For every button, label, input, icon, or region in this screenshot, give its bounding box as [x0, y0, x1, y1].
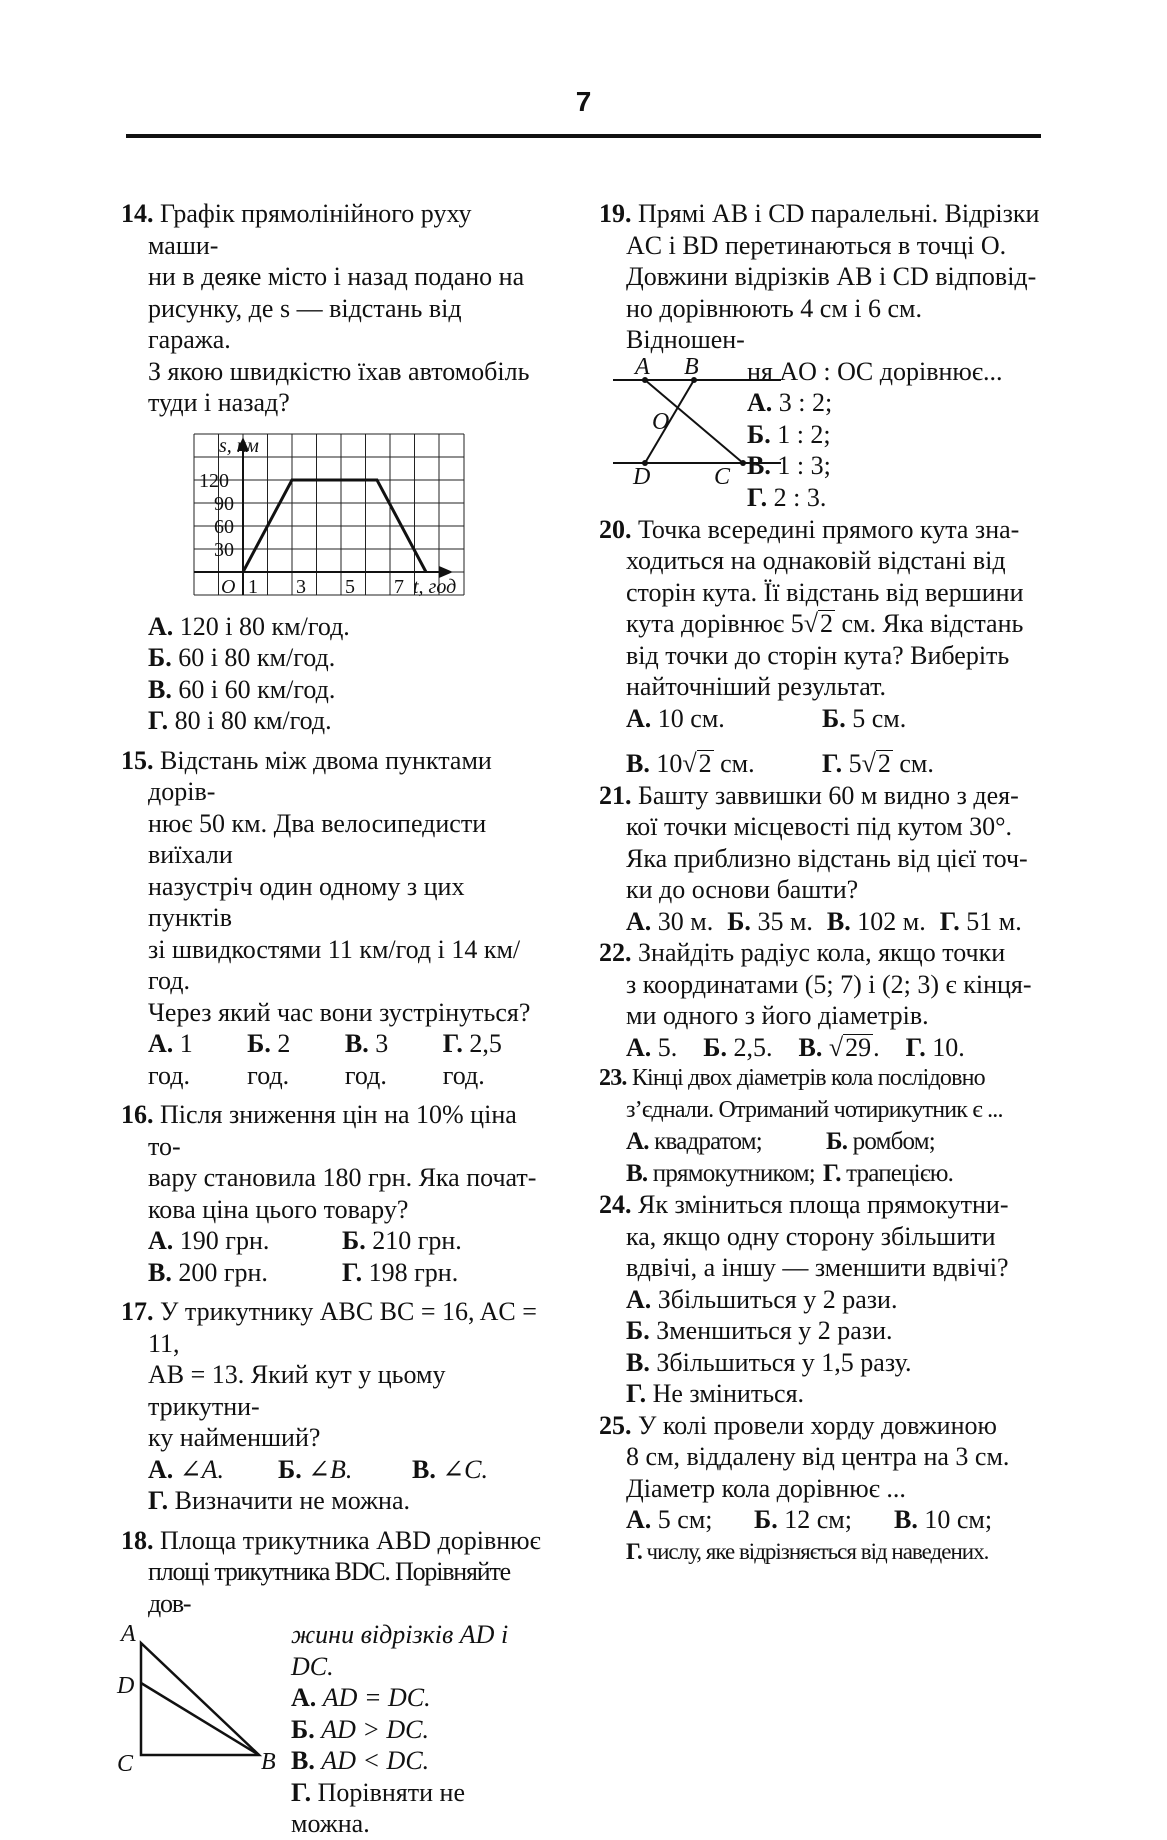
y-tick-30: 30	[214, 538, 234, 561]
y-axis-label: s, км	[219, 434, 259, 457]
option[interactable]: А. AD = DC.	[291, 1683, 431, 1712]
option[interactable]: Г. трапецією.	[822, 1159, 954, 1187]
question-14: 14. Графік прямолінійного руху маши- ни в деяке місто і назад подано на рисунку, де s — відстань від гаража. З якою швидкістю їхав автомобіль туди і назад? s, км 120 90 60 30 O 1 3 5 7 t, год А. 120 і 80 км/год. Б. 60 і 80 км/год. В. 60 і 60 км/год. Г. 80 і 80 км/год.	[121, 198, 541, 737]
option[interactable]: Г. 51 м.	[939, 906, 1022, 936]
y-tick-60: 60	[214, 515, 234, 538]
option[interactable]: В. AD < DC.	[291, 1746, 430, 1775]
x-tick-3: 3	[296, 575, 306, 598]
option[interactable]: Б. Зменшиться у 2 рази.	[626, 1316, 893, 1345]
option[interactable]: В. 10√2 см.	[626, 749, 755, 778]
question-24: 24. Як зміниться площа прямокутни- ка, якщо одну сторону збільшити вдвічі, а іншу — зменшити вдвічі? А. Збільшиться у 2 рази. Б. Зменшиться у 2 рази. В. Збільшиться у 1,5 разу. Г. Не зміниться.	[599, 1189, 1045, 1410]
y-tick-90: 90	[214, 492, 234, 515]
option[interactable]: Б. 5 см.	[822, 703, 907, 733]
option[interactable]: В. 1 : 3;	[747, 451, 831, 480]
option[interactable]: Б. 35 м.	[727, 906, 813, 936]
question-25: 25. У колі провели хорду довжиною 8 см, віддалену від центра на 3 см. Діаметр кола дорівнює ... А. 5 см; Б. 12 см; В. 10 см; Г. числу, яке відрізняється від наведених.	[599, 1410, 1045, 1568]
option[interactable]: Г. 5√2 см.	[822, 749, 934, 778]
option[interactable]: Г. 2,5 год.	[442, 1029, 502, 1090]
option[interactable]: А. 10 см.	[626, 703, 725, 733]
option[interactable]: А. 1 год.	[148, 1029, 193, 1090]
question-16: 16. Після зниження цін на 10% ціна то- вару становила 180 грн. Яка почат- кова ціна цього товару? А. 190 грн. Б. 210 грн. В. 200 грн. Г. 198 грн.	[121, 1100, 537, 1287]
option[interactable]: Г. Порівняти не можна.	[291, 1777, 465, 1838]
option[interactable]: В. прямокутником;	[626, 1159, 815, 1187]
option[interactable]: Г. 198 грн.	[342, 1257, 459, 1287]
option[interactable]: Б. 1 : 2;	[747, 419, 831, 449]
option[interactable]: В. 3 год.	[344, 1029, 389, 1090]
option[interactable]: Г. Визначити не можна.	[148, 1486, 410, 1515]
option[interactable]: В. 10 см;	[894, 1505, 993, 1534]
option[interactable]: Г. 80 і 80 км/год.	[148, 706, 332, 735]
option[interactable]: Г. 2 : 3.	[747, 482, 827, 512]
question-23: 23. Кінці двох діаметрів кола послідовно з’єднали. Отриманий чотирикутник є ... А. квадратом; Б. ромбом; В. прямокутником; Г. трапецією.	[599, 1063, 1045, 1189]
svg-text:D: D	[117, 1673, 135, 1699]
y-tick-120: 120	[199, 469, 229, 492]
option[interactable]: А. ∠A.	[148, 1454, 224, 1484]
page-number: 7	[575, 86, 592, 117]
option[interactable]: Б. ромбом;	[826, 1128, 935, 1155]
option[interactable]: А. 190 грн.	[148, 1226, 270, 1255]
question-18: 18. Площа трикутника ABD дорівнює площі трикутника BDC. Порівняйте дов- A D C B жини відрізків AD і DC. А. AD = DC. Б. AD > DC. В. AD < DC. Г. Порівняти не можна.	[121, 1525, 541, 1778]
triangle-figure	[109, 1613, 279, 1773]
option[interactable]: А. Збільшиться у 2 рази.	[626, 1284, 898, 1314]
question-15: 15. Відстань між двома пунктами дорів- нює 50 км. Два велосипедисти виїхали назустріч один одному з цих пунктів зі швидкостями 11 км/год і 14 км/год. Через який час вони зустрінуться? А. 1 год. Б. 2 год. В. 3 год. Г. 2,5 год.	[121, 745, 541, 1092]
option[interactable]: Б. 12 см;	[754, 1505, 852, 1534]
option[interactable]: А. 5 см;	[626, 1505, 713, 1534]
option[interactable]: А. квадратом;	[626, 1128, 762, 1155]
option[interactable]: Г. Не зміниться.	[626, 1379, 805, 1408]
svg-text:A: A	[635, 355, 650, 380]
option[interactable]: Б. ∠B.	[278, 1454, 353, 1484]
option[interactable]: В. Збільшиться у 1,5 разу.	[626, 1347, 912, 1377]
option[interactable]: В. ∠C.	[412, 1454, 488, 1484]
x-tick-5: 5	[345, 575, 355, 598]
distance-time-graph	[191, 431, 471, 599]
option[interactable]: Б. 60 і 80 км/год.	[148, 643, 336, 672]
option[interactable]: В. 60 і 60 км/год.	[148, 674, 336, 704]
option[interactable]: А. 5.	[626, 1032, 678, 1062]
option[interactable]: А. 30 м.	[626, 906, 714, 936]
x-tick-1: 1	[248, 575, 258, 598]
option[interactable]: А. 120 і 80 км/год.	[148, 611, 350, 641]
question-22: 22. Знайдіть радіус кола, якщо точки з координатами (5; 7) і (2; 3) є кінця- ми одного з його діаметрів. А. 5. Б. 2,5. В. √29. Г. 10.	[599, 938, 1032, 1062]
option[interactable]: Б. 210 грн.	[342, 1226, 462, 1255]
question-21: 21. Башту заввишки 60 м видно з дея- кої точки місцевості під кутом 30°. Яка приблизно відстань від цієї точ- ки до основи башти? А. 30 м. Б. 35 м. В. 102 м. Г. 51 м.	[599, 780, 1028, 936]
option[interactable]: В. √29.	[798, 1032, 880, 1062]
question-19: 19. Прямі AB і CD паралельні. Відрізки AC і BD перетинаються в точці O. Довжини відрізків AB і CD відповід- но дорівнюють 4 см і 6 см. Відношен- A B O D C ня AO : OC дорівнює... А. 3 : 2; Б. 1 : 2; В. 1 : 3; Г. 2 : 3.	[599, 199, 1040, 512]
svg-text:D: D	[633, 463, 651, 484]
svg-text:A: A	[121, 1621, 136, 1647]
svg-text:C: C	[117, 1751, 134, 1773]
svg-text:B: B	[684, 355, 699, 380]
option[interactable]: Б. 2,5.	[703, 1032, 773, 1062]
header-rule	[126, 134, 1041, 138]
option[interactable]: А. 3 : 2;	[747, 388, 833, 417]
option[interactable]: В. 200 грн.	[148, 1257, 268, 1287]
x-axis-label: t, год	[413, 575, 457, 598]
svg-text:C: C	[714, 463, 731, 484]
question-20: 20. Точка всередині прямого кута зна- ходиться на однаковій відстані від сторін кута. Її відстань від вершини кута дорівнює 5√2 см. Яка відстань від точки до сторін кута? Виберіть найточніший результат. А. 10 см. Б. 5 см. В. 10√2 см. Г. 5√2 см.	[599, 514, 1024, 778]
origin-label: O	[221, 575, 236, 598]
x-tick-7: 7	[394, 575, 404, 598]
svg-text:B: B	[261, 1749, 276, 1773]
option[interactable]: Б. 2 год.	[247, 1029, 291, 1090]
right-column	[599, 198, 1045, 1567]
svg-text:O: O	[652, 408, 670, 435]
option[interactable]: Г. числу, яке відрізняється від наведених.	[626, 1538, 989, 1564]
option[interactable]: Б. AD > DC.	[291, 1714, 430, 1744]
left-column	[117, 198, 541, 1838]
question-17: 17. У трикутнику ABC BC = 16, AC = 11, AB = 13. Який кут у цьому трикутни- ку найменший? А. ∠A. Б. ∠B. В. ∠C. Г. Визначити не можна.	[121, 1296, 541, 1517]
option[interactable]: Г. 10.	[905, 1032, 965, 1062]
option[interactable]: В. 102 м.	[826, 906, 926, 936]
